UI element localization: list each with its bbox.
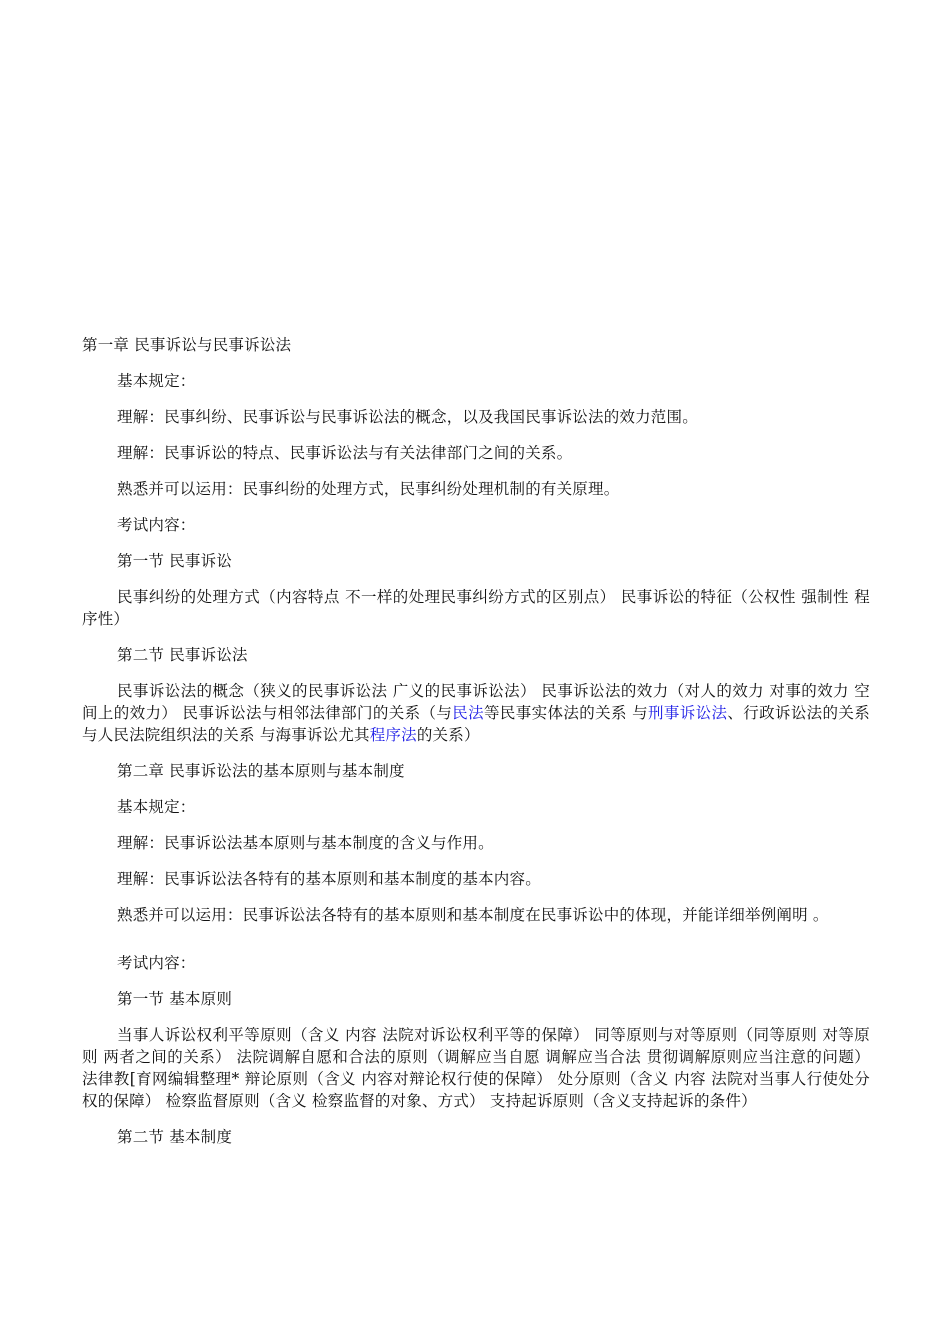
chapter-1-section-2-title: 第二节 民事诉讼法 <box>117 646 248 664</box>
chapter-2-rule-2: 理解：民事诉讼法各特有的基本原则和基本制度的基本内容。 <box>117 870 541 888</box>
body-text: 民事诉讼法的概念（狭义的民事诉讼法 广义的民事诉讼法） 民事诉讼法的效力（对人的效力 对事的效力 空间上的效力） 民事诉讼法与相邻法律部门的关系（与 <box>82 682 870 722</box>
chapter-1-rule-1: 理解：民事纠纷、民事诉讼与民事诉讼法的概念，以及我国民事诉讼法的效力范围。 <box>117 408 698 426</box>
chapter-2-rule-3: 熟悉并可以运用：民事诉讼法各特有的基本原则和基本制度在民事诉讼中的体现，并能详细举例阐明 。 <box>117 906 829 924</box>
chapter-1-title: 第一章 民事诉讼与民事诉讼法 <box>82 336 292 354</box>
chapter-1-rule-3: 熟悉并可以运用：民事纠纷的处理方式，民事纠纷处理机制的有关原理。 <box>117 480 620 498</box>
chapter-1-rules-heading: 基本规定： <box>117 372 196 390</box>
link-criminal-procedure-law[interactable]: 刑事诉讼法 <box>648 704 728 722</box>
body-text: 、行政诉讼法的关系 与人民法院组织法的关系 与海事诉讼尤其 <box>82 704 870 744</box>
chapter-2-exam-heading: 考试内容： <box>117 954 196 972</box>
body-text: 等民事实体法的关系 与 <box>484 704 648 722</box>
chapter-1-section-1-body: 民事纠纷的处理方式（内容特点 不一样的处理民事纠纷方式的区别点） 民事诉讼的特征（公权性 强制性 程序性） <box>82 588 870 628</box>
body-text: 的关系） <box>416 726 480 744</box>
chapter-2-rule-1: 理解：民事诉讼法基本原则与基本制度的含义与作用。 <box>117 834 494 852</box>
chapter-1-section-1-title: 第一节 民事诉讼 <box>117 552 233 570</box>
chapter-2-section-2-title: 第二节 基本制度 <box>117 1128 233 1146</box>
chapter-2-section-1-body: 当事人诉讼权利平等原则（含义 内容 法院对诉讼权利平等的保障） 同等原则与对等原则（同等原则 对等原则 两者之间的关系） 法院调解自愿和合法的原则（调解应当自愿 调解应当合法 贯彻调解原则应当注意的问题） 法律教[育网编辑整理* 辩论原则（含义 内容对辩论权行使的保障） 处分原则（含义 内容 法院对当事人行使处分权的保障） 检察监督原则（含义 检察监督的对象、方式） 支持起诉原则（含义支持起诉的条件） <box>82 1026 870 1110</box>
chapter-2-section-1-title: 第一节 基本原则 <box>117 990 233 1008</box>
chapter-1-exam-heading: 考试内容： <box>117 516 196 534</box>
chapter-1-rule-2: 理解：民事诉讼的特点、民事诉讼法与有关法律部门之间的关系。 <box>117 444 573 462</box>
chapter-2-title: 第二章 民事诉讼法的基本原则与基本制度 <box>117 762 405 780</box>
chapter-1-section-2-body <box>82 680 870 746</box>
chapter-2-rules-heading: 基本规定： <box>117 798 196 816</box>
document-body <box>82 334 870 1148</box>
link-civil-law[interactable]: 民法 <box>452 704 485 722</box>
link-procedure-law[interactable]: 程序法 <box>369 726 417 744</box>
